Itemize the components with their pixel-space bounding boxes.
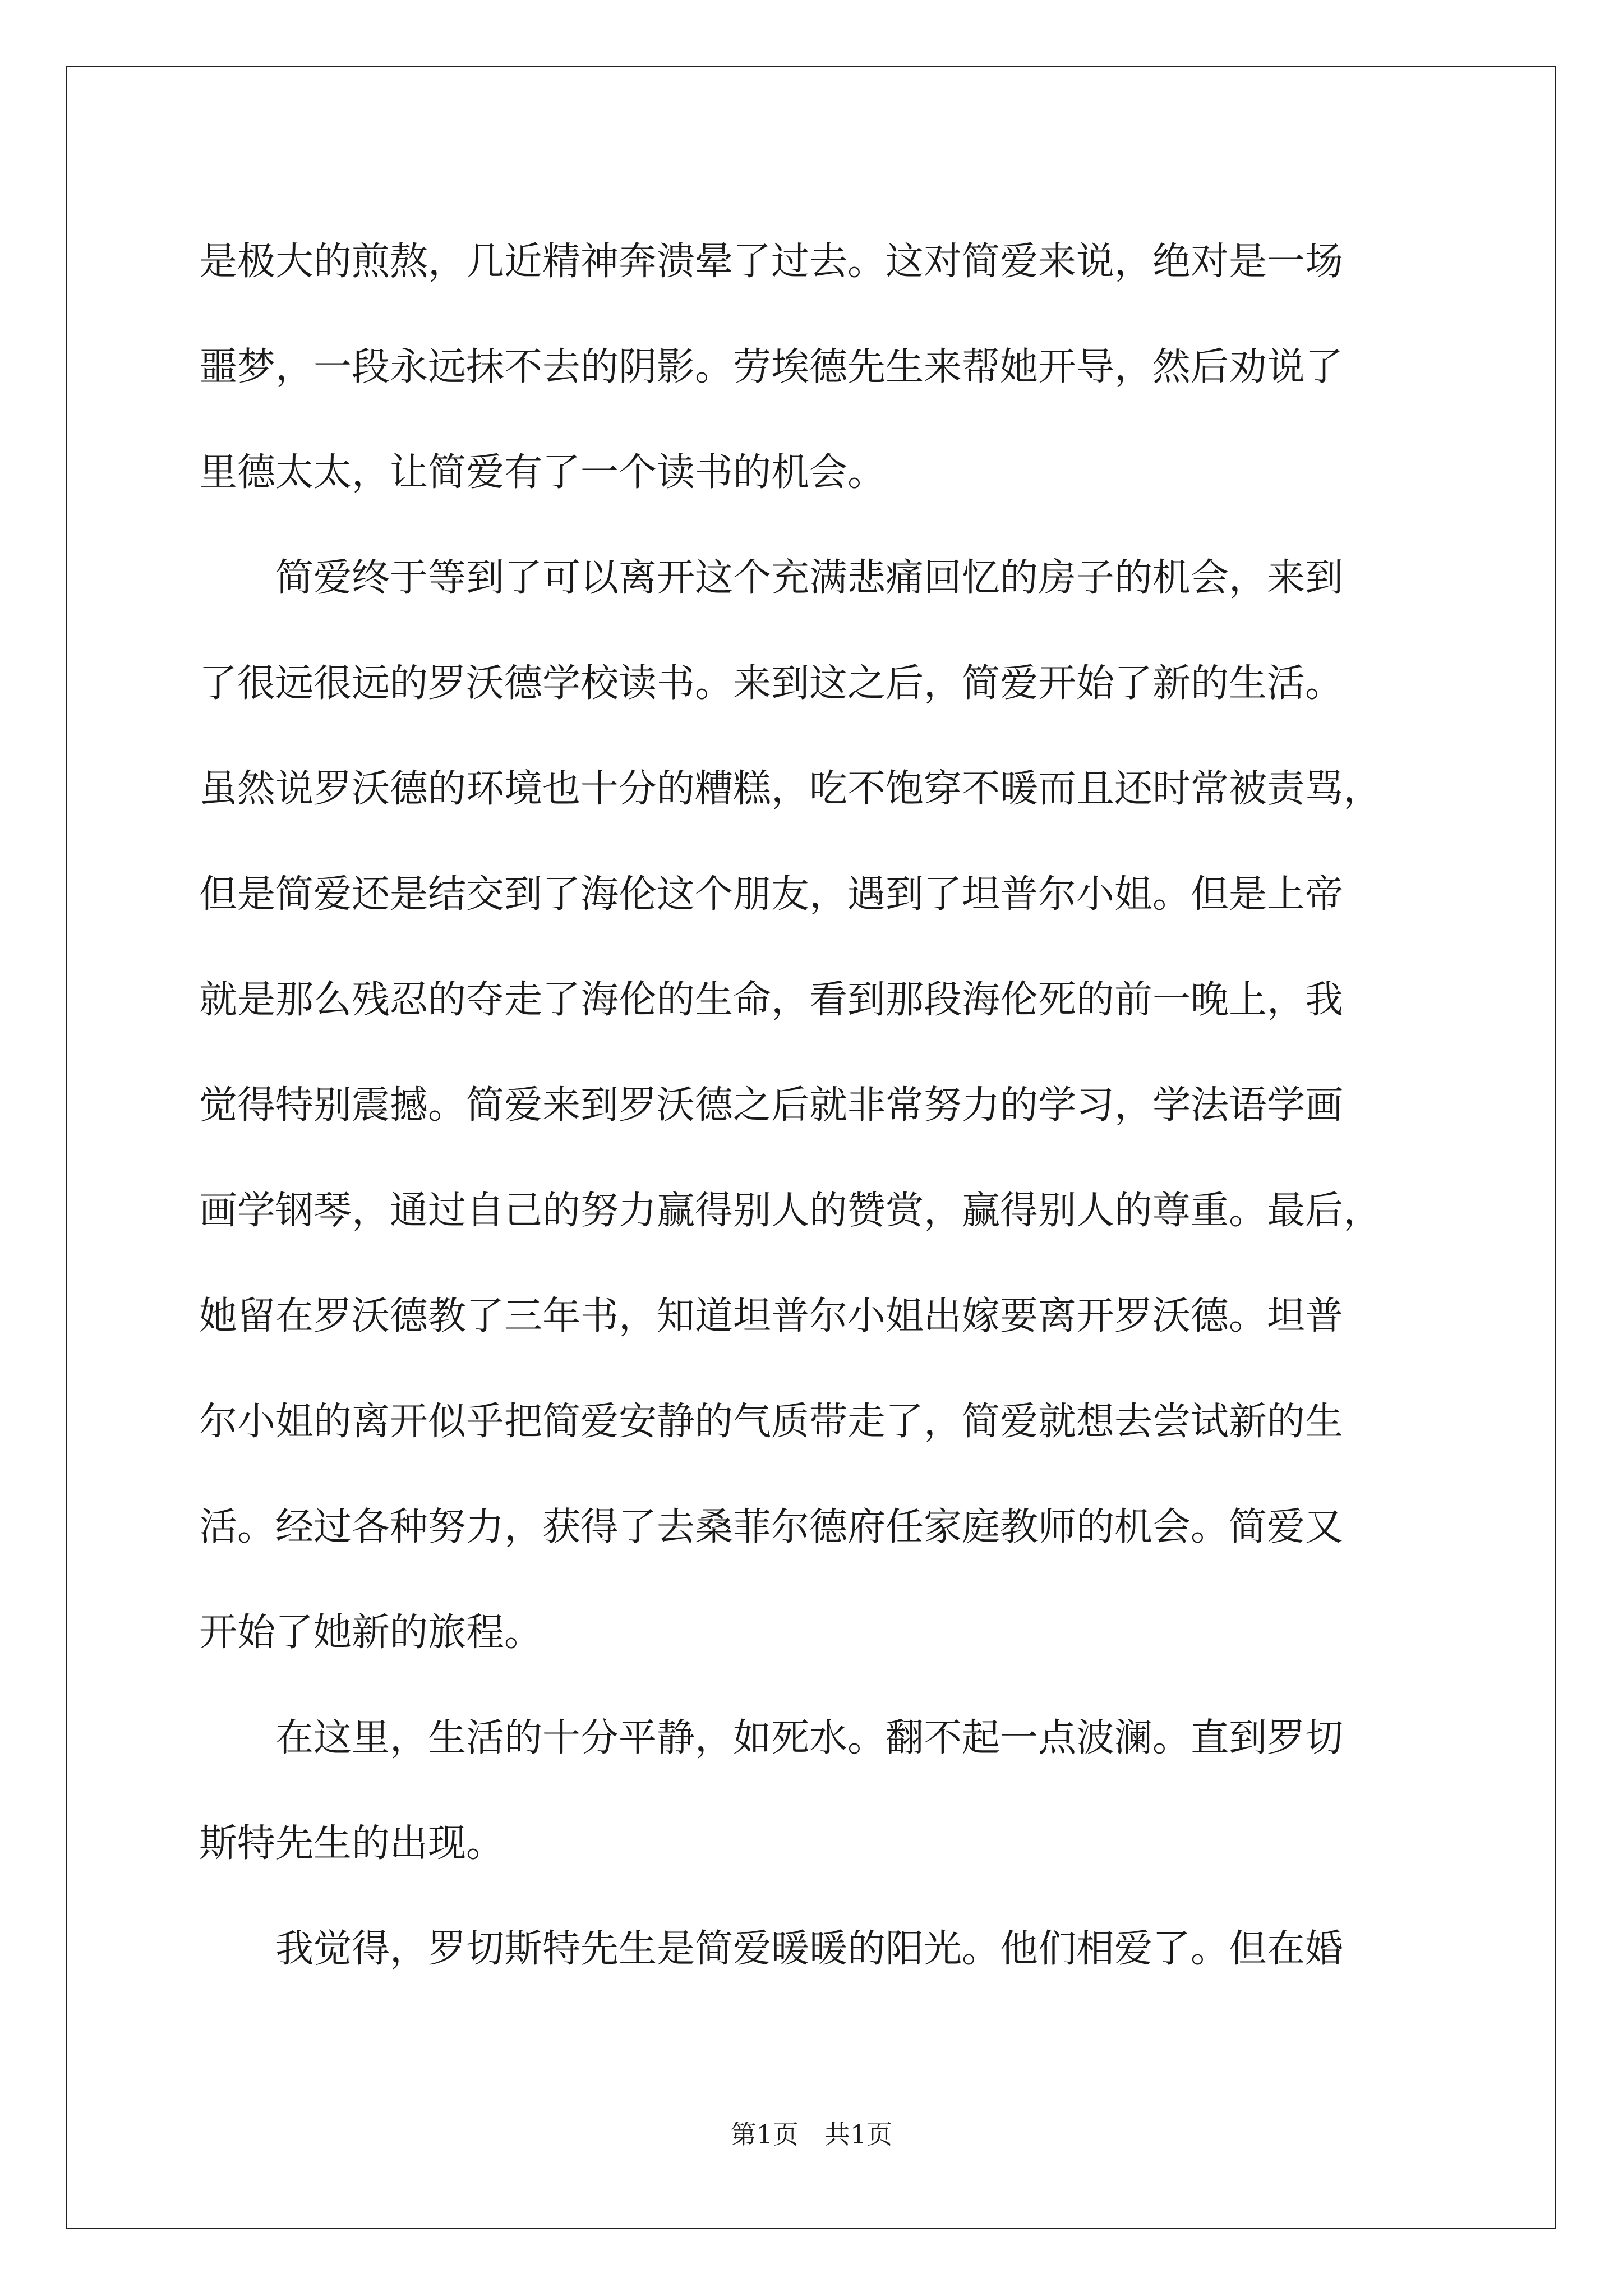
page-footer: 第1页 共1页 xyxy=(730,2119,893,2150)
text-line: 简爱终于等到了可以离开这个充满悲痛回忆的房子的机会，来到 xyxy=(275,556,1344,600)
text-line: 是极大的煎熬，几近精神奔溃晕了过去。这对简爱来说，绝对是一场 xyxy=(199,240,1344,284)
text-line: 但是简爱还是结交到了海伦这个朋友，遇到了坦普尔小姐。但是上帝 xyxy=(199,872,1344,917)
text-line: 斯特先生的出现。 xyxy=(199,1821,505,1866)
text-line: 觉得特别震撼。简爱来到罗沃德之后就非常努力的学习，学法语学画 xyxy=(199,1083,1344,1128)
text-line: 虽然说罗沃德的环境也十分的糟糕，吃不饱穿不暖而且还时常被责骂， xyxy=(199,767,1382,811)
text-line: 我觉得，罗切斯特先生是简爱暖暖的阳光。他们相爱了。但在婚 xyxy=(275,1927,1344,1971)
text-line: 开始了她新的旅程。 xyxy=(199,1611,543,1655)
text-line: 画学钢琴，通过自己的努力赢得别人的赞赏，赢得别人的尊重。最后， xyxy=(199,1189,1382,1233)
text-line: 就是那么残忍的夺走了海伦的生命，看到那段海伦死的前一晚上，我 xyxy=(199,978,1344,1022)
text-line: 里德太太，让简爱有了一个读书的机会。 xyxy=(199,450,886,495)
text-line: 了很远很远的罗沃德学校读书。来到这之后，简爱开始了新的生活。 xyxy=(199,661,1344,706)
text-line: 活。经过各种努力，获得了去桑菲尔德府任家庭教师的机会。简爱又 xyxy=(199,1505,1344,1549)
text-line: 尔小姐的离开似乎把简爱安静的气质带走了，简爱就想去尝试新的生 xyxy=(199,1400,1344,1444)
text-line: 她留在罗沃德教了三年书，知道坦普尔小姐出嫁要离开罗沃德。坦普 xyxy=(199,1294,1344,1338)
text-line: 噩梦，一段永远抹不去的阴影。劳埃德先生来帮她开导，然后劝说了 xyxy=(199,345,1344,389)
document-body xyxy=(199,209,1433,2002)
text-line: 在这里，生活的十分平静，如死水。翻不起一点波澜。直到罗切 xyxy=(275,1716,1344,1760)
